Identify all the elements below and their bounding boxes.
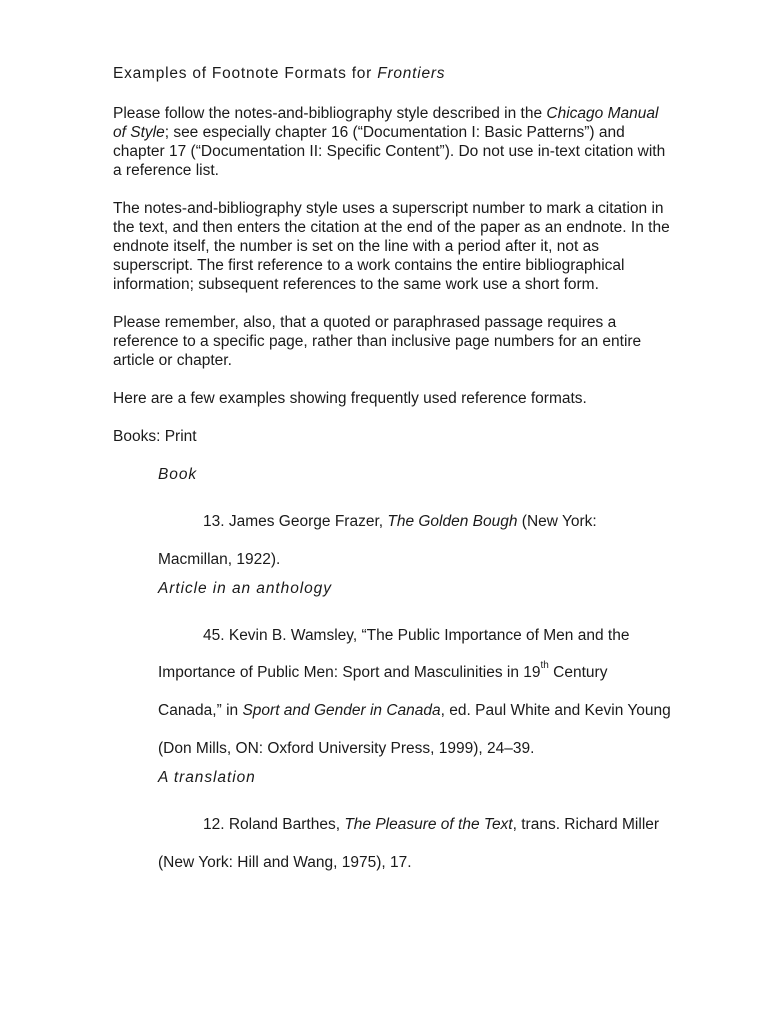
title-journal-name: Frontiers <box>377 65 446 82</box>
intro-paragraph-2: The notes-and-bibliography style uses a superscript number to mark a citation in the text, and then enters the citation at the end of the paper as an endnote. In the endnote itself, the number is set on the line with a period after it, not as superscript. The first reference to a work contains the entire bibliographical information; subsequent references to the same work use a short form. <box>113 200 670 293</box>
example-entry-anthology-text <box>158 617 673 768</box>
example-entry-translation <box>158 806 673 882</box>
book-entry-title: The Golden Bough <box>387 513 518 530</box>
intro-p1-manual-title: Chicago Manual of Style <box>113 105 659 141</box>
book-entry-text-b: (New York: Macmillan, 1922). <box>158 513 597 568</box>
intro-paragraph-3: Please remember, also, that a quoted or paraphrased passage requires a reference to a specific page, rather than inclusive page numbers for an entire article or chapter. <box>113 314 642 369</box>
document-page <box>113 64 673 881</box>
book-entry-text-a: 13. James George Frazer, <box>203 513 388 530</box>
intro-p1-text-a: Please follow the notes-and-bibliography style described in the <box>113 105 547 122</box>
title-text: Examples of Footnote Formats for <box>113 65 378 82</box>
anthology-entry-superscript: th <box>540 660 549 672</box>
translation-entry-text-b: , trans. Richard Miller (New York: Hill and Wang, 1975), 17. <box>158 815 660 871</box>
anthology-entry-text-c: , ed. Paul White and Kevin Young (Don Mills, ON: Oxford University Press, 1999), 24–39. <box>158 702 671 757</box>
document-title <box>113 64 673 83</box>
example-entry-book-text <box>158 503 673 579</box>
section-heading: Books: Print <box>113 428 197 445</box>
example-entry-book <box>158 503 673 579</box>
anthology-entry-text-b: Century Canada,” in <box>158 664 608 720</box>
examples-list <box>158 465 673 881</box>
anthology-entry-text-a: 45. Kevin B. Wamsley, “The Public Importance of Men and the Importance of Public Men: Sport and Masculinities in 19 <box>158 626 630 682</box>
example-label-anthology: Article in an anthology <box>158 579 332 597</box>
example-entry-translation-text <box>158 806 673 882</box>
intro-paragraph-1 <box>113 104 673 180</box>
intro-paragraph-4: Here are a few examples showing frequently used reference formats. <box>113 390 587 407</box>
anthology-entry-book-title: Sport and Gender in Canada <box>242 702 441 720</box>
translation-entry-text-a: 12. Roland Barthes, <box>203 815 345 833</box>
example-label-book: Book <box>158 466 198 483</box>
example-label-translation: A translation <box>158 768 256 786</box>
intro-p1-text-b: ; see especially chapter 16 (“Documentation I: Basic Patterns”) and chapter 17 (“Documentation II: Specific Content”). Do not use in-text citation with a reference list. <box>113 124 666 179</box>
translation-entry-title: The Pleasure of the Text <box>344 815 513 833</box>
example-entry-anthology <box>158 617 673 768</box>
